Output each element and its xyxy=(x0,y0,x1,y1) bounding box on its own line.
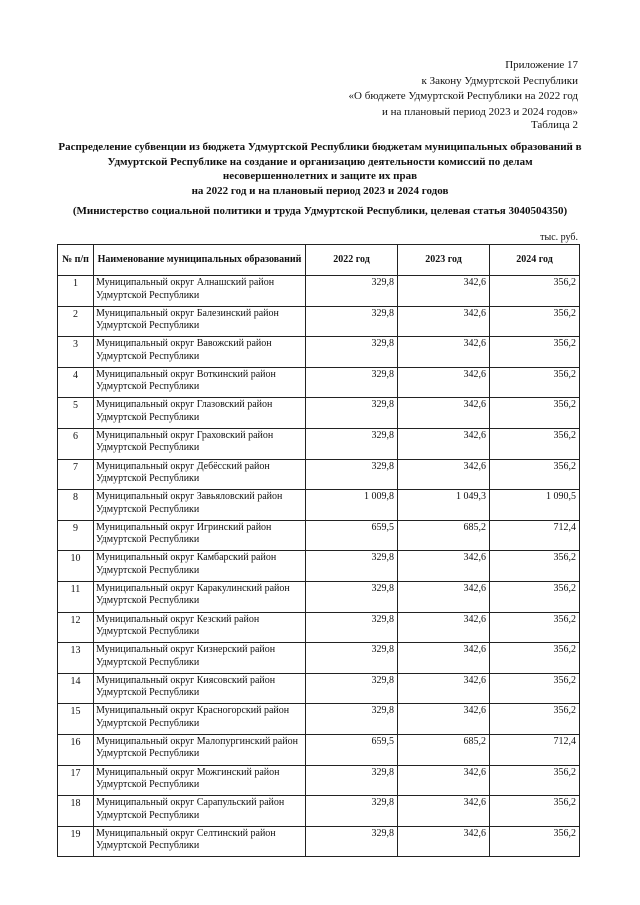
value-2022: 329,8 xyxy=(306,643,398,674)
table-row xyxy=(58,428,580,459)
value-2024: 356,2 xyxy=(490,551,580,582)
value-2024: 356,2 xyxy=(490,459,580,490)
municipality-name: Муниципальный округ Алнашский район Удмуртской Республики xyxy=(94,276,306,307)
value-2022: 329,8 xyxy=(306,796,398,827)
municipality-name: Муниципальный округ Селтинский район Удмуртской Республики xyxy=(94,826,306,857)
value-2023: 342,6 xyxy=(398,673,490,704)
value-2022: 329,8 xyxy=(306,306,398,337)
row-number: 10 xyxy=(58,551,94,582)
table-row xyxy=(58,581,580,612)
value-2023: 342,6 xyxy=(398,367,490,398)
value-2022: 659,5 xyxy=(306,734,398,765)
row-number: 14 xyxy=(58,673,94,704)
value-2023: 685,2 xyxy=(398,520,490,551)
value-2024: 712,4 xyxy=(490,734,580,765)
appendix-line: к Закону Удмуртской Республики xyxy=(421,74,578,87)
value-2023: 342,6 xyxy=(398,704,490,735)
header-2023: 2023 год xyxy=(398,245,490,276)
value-2022: 329,8 xyxy=(306,551,398,582)
row-number: 7 xyxy=(58,459,94,490)
subsidy-table xyxy=(57,244,580,857)
table-row xyxy=(58,276,580,307)
municipality-name: Муниципальный округ Кезский район Удмуртской Республики xyxy=(94,612,306,643)
table-row xyxy=(58,796,580,827)
table-row xyxy=(58,367,580,398)
municipality-name: Муниципальный округ Дебёсский район Удмуртской Республики xyxy=(94,459,306,490)
value-2024: 356,2 xyxy=(490,673,580,704)
value-2022: 329,8 xyxy=(306,765,398,796)
value-2024: 356,2 xyxy=(490,337,580,368)
document-subtitle: (Министерство социальной политики и труда Удмуртской Республики, целевая статья 3040504350) xyxy=(72,205,568,217)
value-2024: 1 090,5 xyxy=(490,490,580,521)
table-row xyxy=(58,704,580,735)
table-row xyxy=(58,337,580,368)
row-number: 8 xyxy=(58,490,94,521)
value-2022: 329,8 xyxy=(306,612,398,643)
value-2023: 342,6 xyxy=(398,581,490,612)
value-2023: 685,2 xyxy=(398,734,490,765)
value-2023: 342,6 xyxy=(398,398,490,429)
row-number: 16 xyxy=(58,734,94,765)
value-2022: 329,8 xyxy=(306,398,398,429)
title-line: Распределение субвенции из бюджета Удмуртской Республики бюджетам муниципальных образований в xyxy=(58,141,582,153)
value-2023: 342,6 xyxy=(398,612,490,643)
row-number: 19 xyxy=(58,826,94,857)
value-2022: 329,8 xyxy=(306,673,398,704)
appendix-line: «О бюджете Удмуртской Республики на 2022 год xyxy=(348,90,578,102)
municipality-name: Муниципальный округ Можгинский район Удмуртской Республики xyxy=(94,765,306,796)
row-number: 17 xyxy=(58,765,94,796)
document-title xyxy=(40,140,600,198)
table-row xyxy=(58,520,580,551)
header-2022: 2022 год xyxy=(306,245,398,276)
value-2022: 1 009,8 xyxy=(306,490,398,521)
title-line: Удмуртской Республике на создание и организацию деятельности комиссий по делам xyxy=(107,155,533,168)
value-2023: 342,6 xyxy=(398,306,490,337)
header-name: Наименование муниципальных образований xyxy=(94,245,306,276)
row-number: 9 xyxy=(58,520,94,551)
title-line: на 2022 год и на плановый период 2023 и 2024 годов xyxy=(191,184,449,197)
appendix-line: и на плановый период 2023 и 2024 годов» xyxy=(381,105,578,118)
value-2022: 659,5 xyxy=(306,520,398,551)
appendix-header xyxy=(248,58,578,120)
value-2024: 356,2 xyxy=(490,398,580,429)
value-2022: 329,8 xyxy=(306,459,398,490)
value-2023: 342,6 xyxy=(398,796,490,827)
municipality-name: Муниципальный округ Вавожский район Удмуртской Республики xyxy=(94,337,306,368)
value-2024: 356,2 xyxy=(490,612,580,643)
table-row xyxy=(58,734,580,765)
value-2023: 1 049,3 xyxy=(398,490,490,521)
value-2024: 356,2 xyxy=(490,306,580,337)
table-row xyxy=(58,765,580,796)
value-2024: 356,2 xyxy=(490,276,580,307)
table-row xyxy=(58,459,580,490)
municipality-name: Муниципальный округ Красногорский район Удмуртской Республики xyxy=(94,704,306,735)
value-2023: 342,6 xyxy=(398,337,490,368)
table-row xyxy=(58,306,580,337)
table-row xyxy=(58,643,580,674)
table-row xyxy=(58,826,580,857)
value-2023: 342,6 xyxy=(398,428,490,459)
table-row xyxy=(58,673,580,704)
value-2024: 356,2 xyxy=(490,704,580,735)
municipality-name: Муниципальный округ Каракулинский район Удмуртской Республики xyxy=(94,581,306,612)
municipality-name: Муниципальный округ Воткинский район Удмуртской Республики xyxy=(94,367,306,398)
row-number: 12 xyxy=(58,612,94,643)
table-row xyxy=(58,551,580,582)
row-number: 13 xyxy=(58,643,94,674)
value-2023: 342,6 xyxy=(398,276,490,307)
title-line: несовершеннолетних и защите их прав xyxy=(222,170,418,182)
appendix-line: Приложение 17 xyxy=(505,59,578,71)
value-2024: 356,2 xyxy=(490,581,580,612)
municipality-name: Муниципальный округ Камбарский район Удмуртской Республики xyxy=(94,551,306,582)
table-row xyxy=(58,490,580,521)
table-header-row xyxy=(58,245,580,276)
table-row xyxy=(58,612,580,643)
municipality-name: Муниципальный округ Малопургинский район Удмуртской Республики xyxy=(94,734,306,765)
row-number: 5 xyxy=(58,398,94,429)
row-number: 6 xyxy=(58,428,94,459)
value-2022: 329,8 xyxy=(306,367,398,398)
municipality-name: Муниципальный округ Завьяловский район Удмуртской Республики xyxy=(94,490,306,521)
row-number: 3 xyxy=(58,337,94,368)
table-row xyxy=(58,398,580,429)
municipality-name: Муниципальный округ Кизнерский район Удмуртской Республики xyxy=(94,643,306,674)
municipality-name: Муниципальный округ Сарапульский район Удмуртской Республики xyxy=(94,796,306,827)
value-2024: 356,2 xyxy=(490,643,580,674)
header-number: № п/п xyxy=(58,245,94,276)
header-2024: 2024 год xyxy=(490,245,580,276)
table-label: Таблица 2 xyxy=(530,119,578,131)
row-number: 1 xyxy=(58,276,94,307)
value-2024: 356,2 xyxy=(490,765,580,796)
municipality-name: Муниципальный округ Игринский район Удмуртской Республики xyxy=(94,520,306,551)
row-number: 11 xyxy=(58,581,94,612)
row-number: 2 xyxy=(58,306,94,337)
municipality-name: Муниципальный округ Граховский район Удмуртской Республики xyxy=(94,428,306,459)
value-2022: 329,8 xyxy=(306,826,398,857)
value-2023: 342,6 xyxy=(398,551,490,582)
value-2023: 342,6 xyxy=(398,459,490,490)
value-2023: 342,6 xyxy=(398,765,490,796)
row-number: 18 xyxy=(58,796,94,827)
row-number: 4 xyxy=(58,367,94,398)
municipality-name: Муниципальный округ Киясовский район Удмуртской Республики xyxy=(94,673,306,704)
value-2024: 356,2 xyxy=(490,367,580,398)
value-2024: 356,2 xyxy=(490,826,580,857)
value-2022: 329,8 xyxy=(306,581,398,612)
municipality-name: Муниципальный округ Глазовский район Удмуртской Республики xyxy=(94,398,306,429)
municipality-name: Муниципальный округ Балезинский район Удмуртской Республики xyxy=(94,306,306,337)
value-2022: 329,8 xyxy=(306,276,398,307)
value-2023: 342,6 xyxy=(398,826,490,857)
value-2023: 342,6 xyxy=(398,643,490,674)
value-2022: 329,8 xyxy=(306,337,398,368)
value-2024: 356,2 xyxy=(490,428,580,459)
unit-label: тыс. руб. xyxy=(540,232,578,243)
row-number: 15 xyxy=(58,704,94,735)
value-2022: 329,8 xyxy=(306,704,398,735)
value-2022: 329,8 xyxy=(306,428,398,459)
value-2024: 712,4 xyxy=(490,520,580,551)
value-2024: 356,2 xyxy=(490,796,580,827)
